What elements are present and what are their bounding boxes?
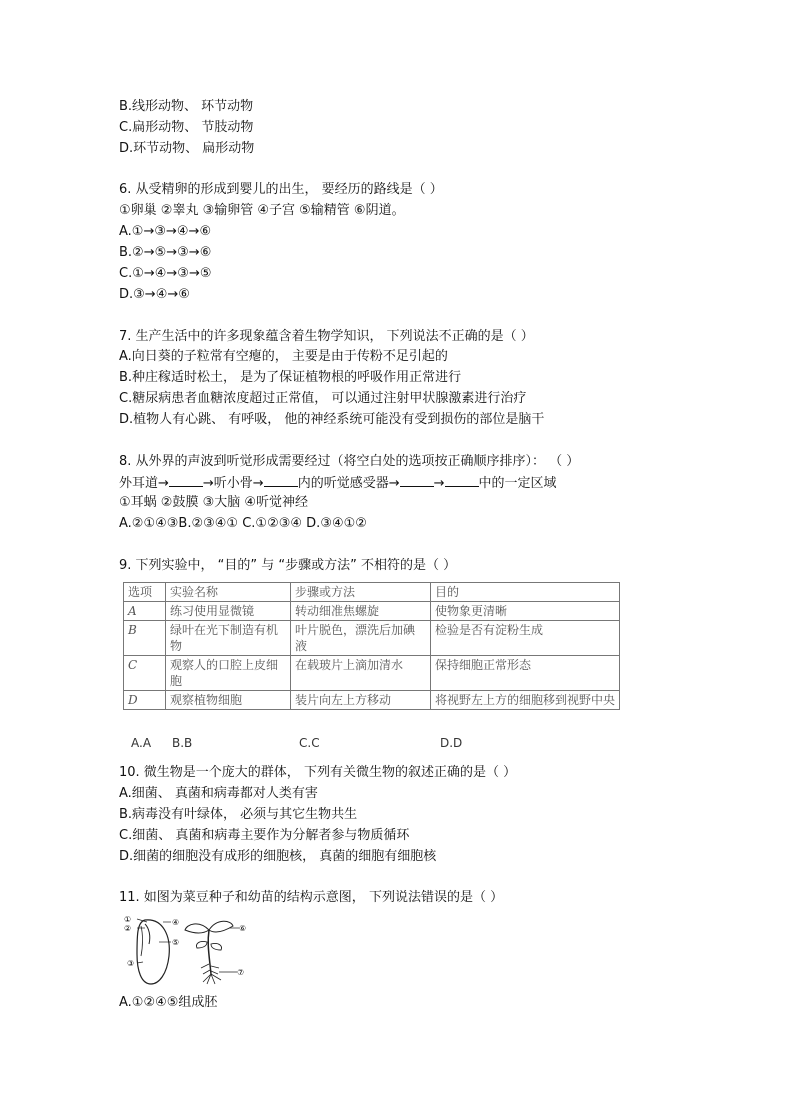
q9-choice-a: A.A	[131, 736, 152, 750]
table-cell: 将视野左上方的细胞移到视野中央	[431, 691, 620, 710]
q10-option-d: D.细菌的细胞没有成形的细胞核， 真菌的细胞有细胞核	[119, 849, 437, 864]
seedling-leaf-left	[185, 924, 209, 933]
q8-flow-part: 外耳道→	[119, 476, 169, 491]
table-row	[124, 691, 620, 710]
table-cell: D	[124, 691, 166, 710]
q6-stem: 6. 从受精卵的形成到婴儿的出生， 要经历的路线是（ ）	[119, 182, 443, 197]
table-cell: 保持细胞正常形态	[431, 656, 620, 691]
embryo-line	[145, 924, 150, 944]
q7-option-a: A.向日葵的子粒常有空瘪的， 主要是由于传粉不足引起的	[119, 349, 448, 364]
q8-flow-part: →听小骨→	[202, 476, 264, 491]
q11-stem: 11. 如图为菜豆种子和幼苗的结构示意图， 下列说法错误的是（ ）	[119, 890, 504, 905]
table-header-cell: 步骤或方法	[291, 583, 431, 602]
table-row	[124, 656, 620, 691]
q9-table	[123, 582, 620, 710]
figure-label: ⑤	[172, 938, 180, 947]
seedling-cotyledon	[211, 943, 222, 950]
table-header-cell: 目的	[431, 583, 620, 602]
q7-option-d: D.植物人有心跳、 有呼吸， 他的神经系统可能没有受到损伤的部位是脑干	[119, 412, 545, 427]
table-cell: 装片向左上方移动	[291, 691, 431, 710]
q8-blank-1	[169, 474, 203, 487]
table-header-row	[124, 583, 620, 602]
table-row	[124, 602, 620, 621]
table-cell: 检验是否有淀粉生成	[431, 621, 620, 656]
table-cell: 练习使用显微镜	[166, 602, 291, 621]
table-row	[124, 621, 620, 656]
q10-option-b: B.病毒没有叶绿体， 必须与其它生物共生	[119, 807, 358, 822]
figure-label: ①	[124, 915, 132, 924]
q6-option-b: B.②→⑤→③→⑥	[119, 245, 212, 260]
q8-stem: 8. 从外界的声波到听觉形成需要经过（将空白处的选项按正确顺序排序）： （ ）	[119, 454, 580, 469]
seedling-stem	[208, 930, 211, 974]
table-cell: 叶片脱色，漂洗后加碘液	[291, 621, 431, 656]
figure-label: ⑥	[239, 924, 247, 933]
table-cell: 绿叶在光下制造有机物	[166, 621, 291, 656]
q9-choice-c: C.C	[299, 736, 320, 750]
q8-blank-4	[445, 474, 479, 487]
q8-flow-part: 内的听觉感受器→	[297, 476, 400, 491]
figure-label: ②	[124, 924, 132, 933]
q11-option-a: A.①②④⑤组成胚	[119, 995, 218, 1010]
q6-items: ①卵巢 ②睾丸 ③输卵管 ④子宫 ⑤输精管 ⑥阴道。	[119, 203, 405, 218]
q9-choice-d: D.D	[440, 736, 463, 750]
bean-seed-seedling-figure	[123, 914, 248, 986]
table-cell: 在载玻片上滴加清水	[291, 656, 431, 691]
q7-option-c: C.糖尿病患者血糖浓度超过正常值， 可以通过注射甲状腺激素进行治疗	[119, 391, 527, 406]
q10-option-c: C.细菌、 真菌和病毒主要作为分解者参与物质循环	[119, 828, 410, 843]
q8-flow-part: 中的一定区域	[478, 476, 557, 491]
q8-flow-part: →	[433, 476, 445, 491]
table-header-cell: 选项	[124, 583, 166, 602]
figure-label: ⑦	[237, 968, 245, 977]
q5-option-b: B.线形动物、 环节动物	[119, 99, 254, 114]
q8-flow	[119, 474, 557, 493]
seedling-cotyledon	[196, 941, 207, 948]
q10-option-a: A.细菌、 真菌和病毒都对人类有害	[119, 786, 318, 801]
q5-option-d: D.环节动物、 扁形动物	[119, 141, 255, 156]
table-cell: 转动细准焦螺旋	[291, 602, 431, 621]
q8-blank-3	[400, 474, 434, 487]
table-cell: 使物象更清晰	[431, 602, 620, 621]
q8-blank-2	[264, 474, 298, 487]
q6-option-a: A.①→③→④→⑥	[119, 224, 212, 239]
seed-inner-line	[141, 926, 143, 956]
q6-option-c: C.①→④→③→⑤	[119, 266, 212, 281]
table-cell: 观察植物细胞	[166, 691, 291, 710]
q7-stem: 7. 生产生活中的许多现象蕴含着生物学知识， 下列说法不正确的是（ ）	[119, 329, 534, 344]
table-cell: A	[124, 602, 166, 621]
table-header-cell: 实验名称	[166, 583, 291, 602]
table-cell: C	[124, 656, 166, 691]
seedling-leaf-right	[209, 921, 233, 932]
q5-option-c: C.扁形动物、 节肢动物	[119, 120, 254, 135]
table-cell: B	[124, 621, 166, 656]
figure-label: ③	[127, 959, 135, 968]
q8-items: ①耳蜗 ②鼓膜 ③大脑 ④听觉神经	[119, 495, 309, 510]
q10-stem: 10. 微生物是一个庞大的群体， 下列有关微生物的叙述正确的是（ ）	[119, 765, 517, 780]
q9-choice-b: B.B	[172, 736, 193, 750]
q6-option-d: D.③→④→⑥	[119, 287, 190, 302]
q8-options: A.②①④③B.②③④① C.①②③④ D.③④①②	[119, 516, 367, 531]
q7-option-b: B.种庄稼适时松土， 是为了保证植物根的呼吸作用正常进行	[119, 370, 462, 385]
q9-stem: 9. 下列实验中， “目的” 与 “步骤或方法” 不相符的是（ ）	[119, 558, 457, 573]
figure-label: ④	[172, 918, 180, 927]
table-cell: 观察人的口腔上皮细胞	[166, 656, 291, 691]
